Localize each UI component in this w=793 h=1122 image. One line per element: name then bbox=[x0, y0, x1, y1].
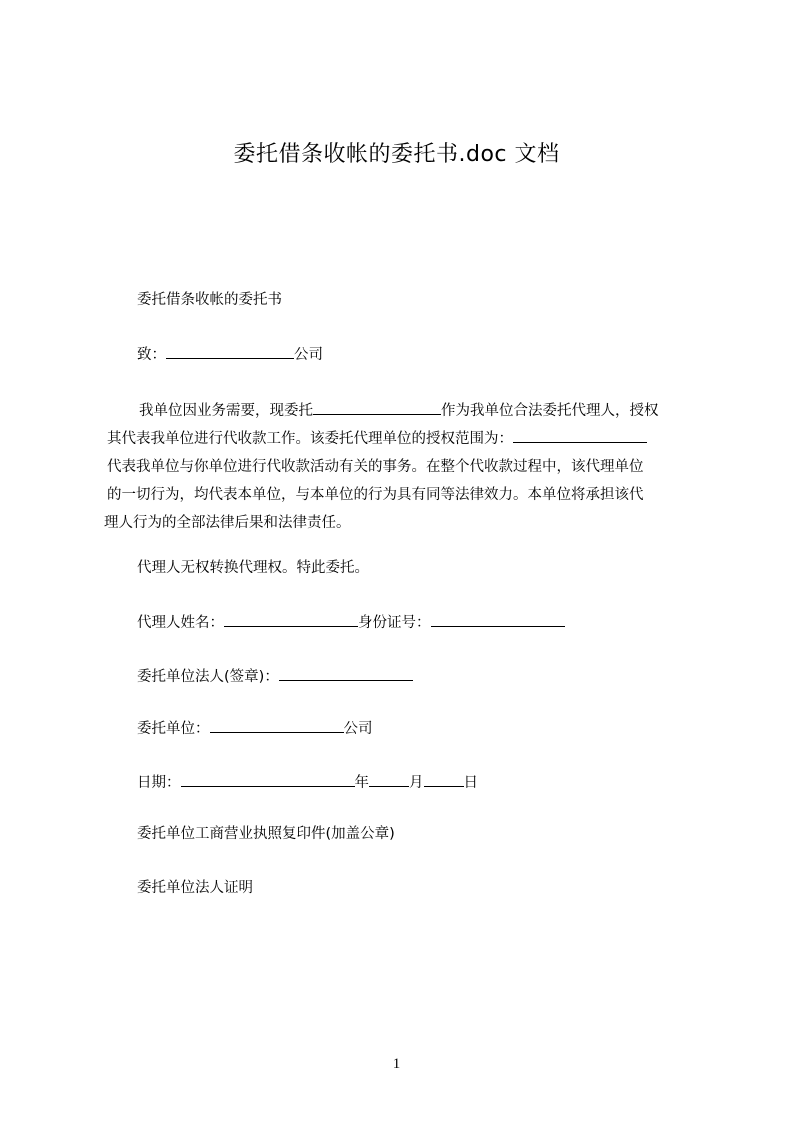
unit-suffix: 公司 bbox=[343, 721, 373, 737]
paragraph-row: 的一切行为，均代表本单位，与本单位的行为具有同等法律效力。本单位将承担该代 bbox=[107, 487, 644, 503]
id-label: 身份证号： bbox=[358, 615, 431, 631]
unit-line bbox=[137, 718, 373, 739]
paragraph-row: 理人行为的全部法律后果和法律责任。 bbox=[104, 515, 351, 531]
paragraph-text: 作为我单位合法委托代理人，授权 bbox=[441, 403, 659, 419]
year-label: 年 bbox=[354, 775, 369, 791]
unit-label: 委托单位： bbox=[137, 721, 210, 737]
attachment-license: 委托单位工商营业执照复印件(加盖公章) bbox=[137, 826, 395, 842]
letter-heading: 委托借条收帐的委托书 bbox=[137, 292, 282, 308]
id-blank bbox=[431, 612, 565, 627]
date-label: 日期： bbox=[137, 775, 181, 791]
paragraph-row: 代表我单位与你单位进行代收款活动有关的事务。在整个代收款过程中，该代理单位 bbox=[107, 459, 644, 475]
legal-rep-blank bbox=[279, 666, 413, 681]
agent-blank bbox=[313, 400, 441, 415]
agent-name-label: 代理人姓名： bbox=[137, 615, 224, 631]
month-label: 月 bbox=[409, 775, 424, 791]
unit-blank bbox=[210, 718, 344, 733]
to-prefix: 致： bbox=[137, 347, 166, 363]
paragraph-text: 我单位因业务需要，现委托 bbox=[139, 403, 313, 419]
no-transfer-line: 代理人无权转换代理权。特此委托。 bbox=[137, 560, 369, 576]
paragraph-text: 其代表我单位进行代收款工作。该委托代理单位的授权范围为： bbox=[107, 431, 513, 447]
month-blank bbox=[369, 772, 409, 787]
attachment-legal-proof: 委托单位法人证明 bbox=[137, 880, 253, 896]
agent-name-blank bbox=[224, 612, 358, 627]
paragraph-row bbox=[107, 397, 703, 425]
year-blank bbox=[181, 772, 355, 787]
to-suffix: 公司 bbox=[294, 347, 323, 363]
document-title: 委托借条收帐的委托书.doc 文档 bbox=[233, 142, 560, 167]
agent-info-line bbox=[137, 612, 565, 633]
company-blank bbox=[166, 344, 294, 359]
scope-blank bbox=[513, 428, 647, 443]
date-line bbox=[137, 772, 478, 793]
authorization-paragraph bbox=[104, 397, 703, 537]
legal-rep-line bbox=[137, 666, 413, 687]
day-label: 日 bbox=[463, 775, 478, 791]
legal-rep-label: 委托单位法人(签章)： bbox=[137, 669, 279, 685]
day-blank bbox=[424, 772, 464, 787]
paragraph-row bbox=[107, 425, 703, 453]
page-number: 1 bbox=[392, 1056, 401, 1072]
addressee-line bbox=[137, 344, 323, 365]
